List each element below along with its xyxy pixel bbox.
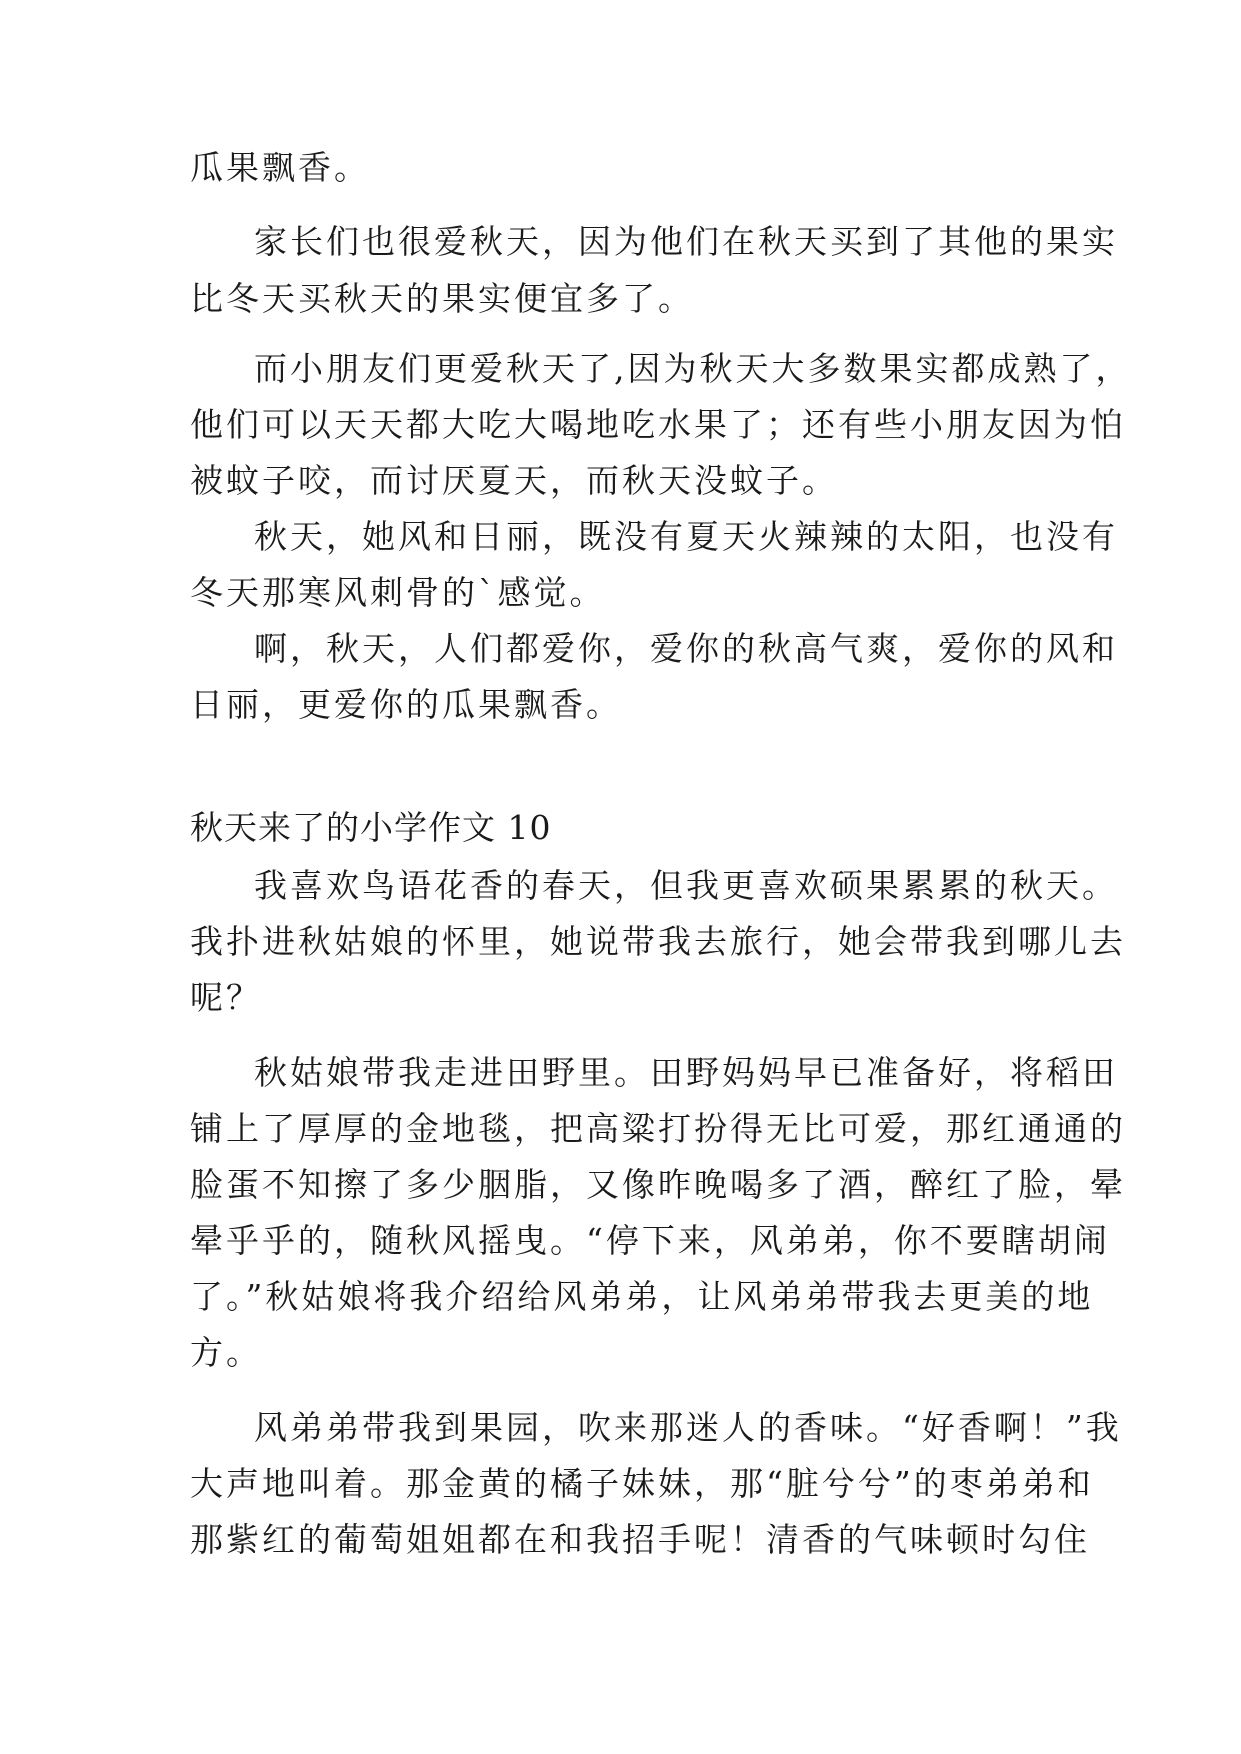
- section-title: 秋天来了的小学作文 10: [190, 808, 552, 847]
- paragraph-line: 秋姑娘带我走进田野里。田野妈妈早已准备好，将稻田: [254, 1053, 1118, 1092]
- paragraph-line: 方。: [190, 1333, 262, 1372]
- paragraph-line: 比冬天买秋天的果实便宜多了。: [190, 279, 694, 318]
- paragraph-line: 大声地叫着。那金黄的橘子妹妹，那“脏兮兮”的枣弟弟和: [190, 1464, 1094, 1503]
- paragraph-line: 呢？: [190, 978, 262, 1017]
- paragraph-line: 我扑进秋姑娘的怀里，她说带我去旅行，她会带我到哪儿去: [190, 922, 1126, 961]
- paragraph-line: 晕乎乎的，随秋风摇曳。“停下来，风弟弟，你不要瞎胡闹: [190, 1221, 1110, 1260]
- paragraph-line: 日丽，更爱你的瓜果飘香。: [190, 685, 622, 724]
- paragraph-line: 那紫红的葡萄姐姐都在和我招手呢！清香的气味顿时勾住: [190, 1520, 1090, 1559]
- paragraph-line: 铺上了厚厚的金地毯，把高粱打扮得无比可爱，那红通通的: [190, 1109, 1126, 1148]
- paragraph-line: 秋天，她风和日丽，既没有夏天火辣辣的太阳，也没有: [254, 517, 1118, 556]
- paragraph-line: 冬天那寒风刺骨的`感觉。: [190, 573, 606, 612]
- paragraph-line: 被蚊子咬，而讨厌夏天，而秋天没蚊子。: [190, 461, 838, 500]
- paragraph-line: 他们可以天天都大吃大喝地吃水果了；还有些小朋友因为怕: [190, 405, 1126, 444]
- text-line: 瓜果飘香。: [190, 148, 370, 187]
- paragraph-line: 了。”秋姑娘将我介绍给风弟弟，让风弟弟带我去更美的地: [190, 1277, 1094, 1316]
- paragraph-line: 啊，秋天，人们都爱你，爱你的秋高气爽，爱你的风和: [254, 629, 1118, 668]
- paragraph-line: 脸蛋不知擦了多少胭脂，又像昨晚喝多了酒，醉红了脸，晕: [190, 1165, 1126, 1204]
- paragraph-line: 家长们也很爱秋天，因为他们在秋天买到了其他的果实: [254, 222, 1118, 261]
- paragraph-line: 我喜欢鸟语花香的春天，但我更喜欢硕果累累的秋天。: [254, 866, 1118, 905]
- paragraph-line: 而小朋友们更爱秋天了,因为秋天大多数果实都成熟了，: [254, 349, 1132, 388]
- paragraph-line: 风弟弟带我到果园，吹来那迷人的香味。“好香啊！”我: [254, 1408, 1122, 1447]
